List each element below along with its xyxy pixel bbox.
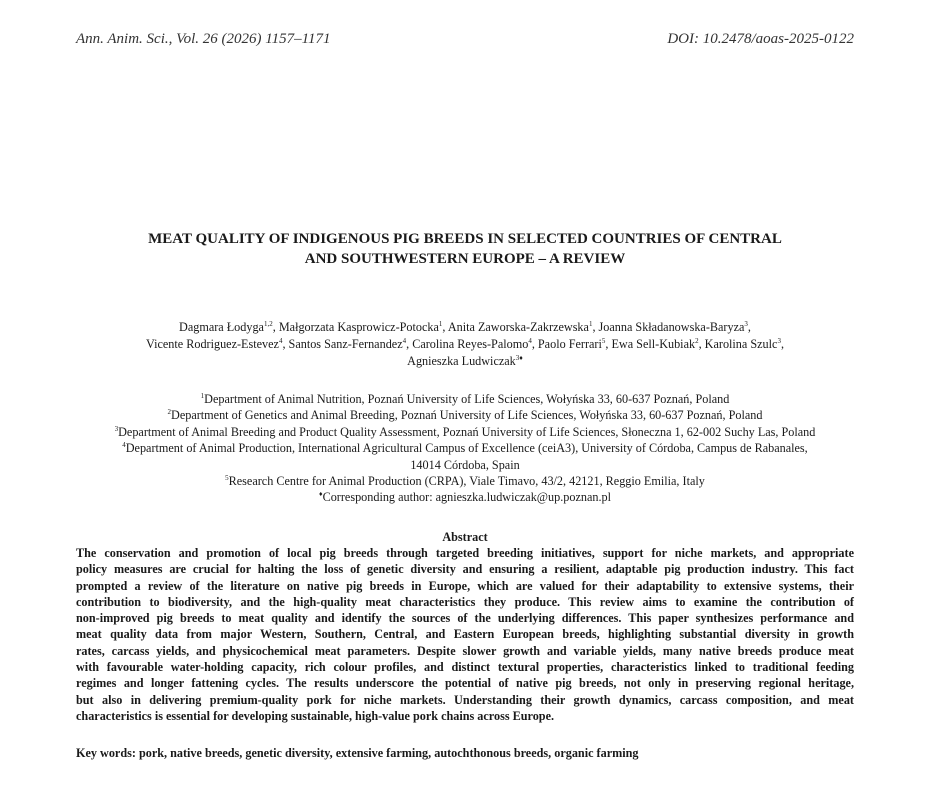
affiliation [60, 473, 870, 489]
author-affiliation-mark: 3 [777, 336, 781, 345]
affiliation [60, 489, 870, 505]
author-line: Dagmara Łodyga$^{1,2}$, Małgorzata Kasprowicz-Potocka$^1$, Anita Zaworska-Zakrzewska$^1$, Joanna Składanowska-Baryza$^3$, [179, 319, 751, 334]
abstract-heading: Abstract [442, 530, 488, 544]
affiliation-mark: 2 [167, 408, 172, 417]
author-name: Agnieszka Ludwiczak [407, 354, 516, 368]
affiliation-mark: 5 [225, 473, 229, 482]
abstract-line: The conservation and promotion of local pig breeds through targeted breeding initiatives, support for niche markets, and appropriate [76, 546, 854, 560]
author-affiliation-mark: 4 [278, 336, 283, 345]
abstract-line: with favourable water-holding capacity, rich colour profiles, and distinct textural properties, characteristics linked to traditional feeding [76, 660, 854, 675]
affiliation [60, 391, 870, 407]
affiliation [60, 424, 870, 440]
author-name: Dagmara Łodyga [179, 320, 264, 334]
affiliation-text: Department of Animal Breeding and Product Quality Assessment, Poznań University of Life Sciences, Słoneczna 1, 62-002 Suchy Las, Poland [118, 424, 816, 439]
author-affiliation-mark: 1,2 [263, 319, 273, 328]
affiliation-mark: 1 [200, 391, 205, 400]
affiliation-text: Department of Animal Production, International Agricultural Campus of Excellence (ceiA3), University of Córdoba, Campus de Rabanales, [125, 441, 808, 456]
abstract-line: characteristics is essential for developing sustainable, high-value pork chains across Europe. [76, 708, 555, 723]
title-line: AND SOUTHWESTERN EUROPE – A REVIEW [304, 251, 626, 267]
abstract-text [76, 545, 854, 724]
author-affiliation-mark: 5 [601, 336, 606, 345]
doi: DOI: 10.2478/aoas-2025-0122 [667, 31, 854, 47]
author-name: Anita Zaworska-Zakrzewska [447, 320, 589, 334]
affiliation-text: Department of Animal Nutrition, Poznań University of Life Sciences, Wołyńska 33, 60-637 Poznań, Poland [204, 392, 730, 406]
affiliation [60, 407, 870, 423]
author-affiliation-mark: 1 [588, 319, 593, 328]
author-affiliation-mark: 1 [438, 319, 443, 328]
author-affiliation-mark: 4 [402, 336, 407, 345]
author-name: Carolina Reyes-Palomo [412, 337, 529, 351]
author-name: Paolo Ferrari [537, 337, 602, 351]
affiliation-text: Corresponding author: agnieszka.ludwiczak@up.poznan.pl [322, 490, 611, 505]
abstract-line: non-improved pig breeds to meat quality and identify the sources of the underlying differences. This paper synthesizes performance and [76, 611, 854, 626]
abstract-line: rates, carcass yields, and physicochemical meat parameters. Despite slower growth and variable yields, many native breeds produce meat [76, 643, 854, 658]
affiliation-text: Department of Genetics and Animal Breeding, Poznań University of Life Sciences, Wołyńska 33, 60-637 Poznań, Poland [171, 408, 763, 423]
paper-title [76, 229, 854, 269]
abstract-line: policy measures are crucial for halting the loss of genetic diversity and ensuring a resilient, adaptable pig production industry. This fact [76, 562, 854, 577]
author-line [76, 353, 854, 370]
author-name: Vicente Rodriguez-Estevez [146, 337, 279, 351]
affiliation-mark: ♦ [319, 490, 323, 499]
affiliation [60, 457, 870, 473]
journal-citation: Ann. Anim. Sci., Vol. 26 (2026) 1157–1171 [76, 31, 331, 47]
author-affiliation-mark: 4 [528, 336, 532, 345]
author-name: Karolina Szulc [704, 337, 778, 351]
author-name: Santos Sanz-Fernandez [288, 337, 403, 351]
abstract-line: prompted a review of the literature on native pig breeds in Europe, which are valued for their adaptability to extensive systems, their [76, 578, 854, 593]
affiliation-text: Research Centre for Animal Production (CRPA), Viale Timavo, 43/2, 42121, Reggio Emilia, Italy [228, 474, 705, 489]
author-name: Małgorzata Kasprowicz-Potocka [278, 320, 439, 334]
author-list [76, 319, 854, 370]
author-affiliation-mark: 3 [744, 319, 748, 328]
affiliation-mark: 4 [122, 441, 126, 450]
abstract-line: meat quality data from major Western, Southern, Central, and Eastern European breeds, highlighting substantial diversity in growth [76, 627, 854, 642]
affiliation [60, 440, 870, 456]
author-name: Joanna Składanowska-Baryza [598, 320, 745, 334]
author-line: Vicente Rodriguez-Estevez$^4$, Santos Sanz-Fernandez$^4$, Carolina Reyes-Palomo$^4$, Paolo Ferrari$^5$, Ewa Sell-Kubiak$^2$, Karolina Szulc$^3$, [146, 336, 784, 351]
abstract-line: contribution to biodiversity, and the high-quality meat characteristics they produce. This review aims to examine the contribution of [76, 594, 854, 609]
affiliation-mark: 3 [114, 424, 119, 433]
abstract-line: regimes and longer fattening cycles. The results underscore the potential of native pig breeds, not only in preserving regional heritage, [76, 676, 854, 691]
affiliation-text: 14014 Córdoba, Spain [410, 457, 520, 472]
title-line: MEAT QUALITY OF INDIGENOUS PIG BREEDS IN SELECTED COUNTRIES OF CENTRAL [148, 231, 782, 247]
keywords: Key words: pork, native breeds, genetic diversity, extensive farming, autochthonous breeds, organic farming [76, 746, 639, 760]
affiliation-list [60, 391, 870, 506]
author-affiliation-mark: 3♦ [515, 353, 523, 362]
author-affiliation-mark: 2 [695, 336, 699, 345]
author-name: Ewa Sell-Kubiak [611, 337, 696, 351]
abstract-line: but also in delivering premium-quality pork for niche markets. Understanding their growth dynamics, carcass composition, and meat [76, 692, 854, 707]
